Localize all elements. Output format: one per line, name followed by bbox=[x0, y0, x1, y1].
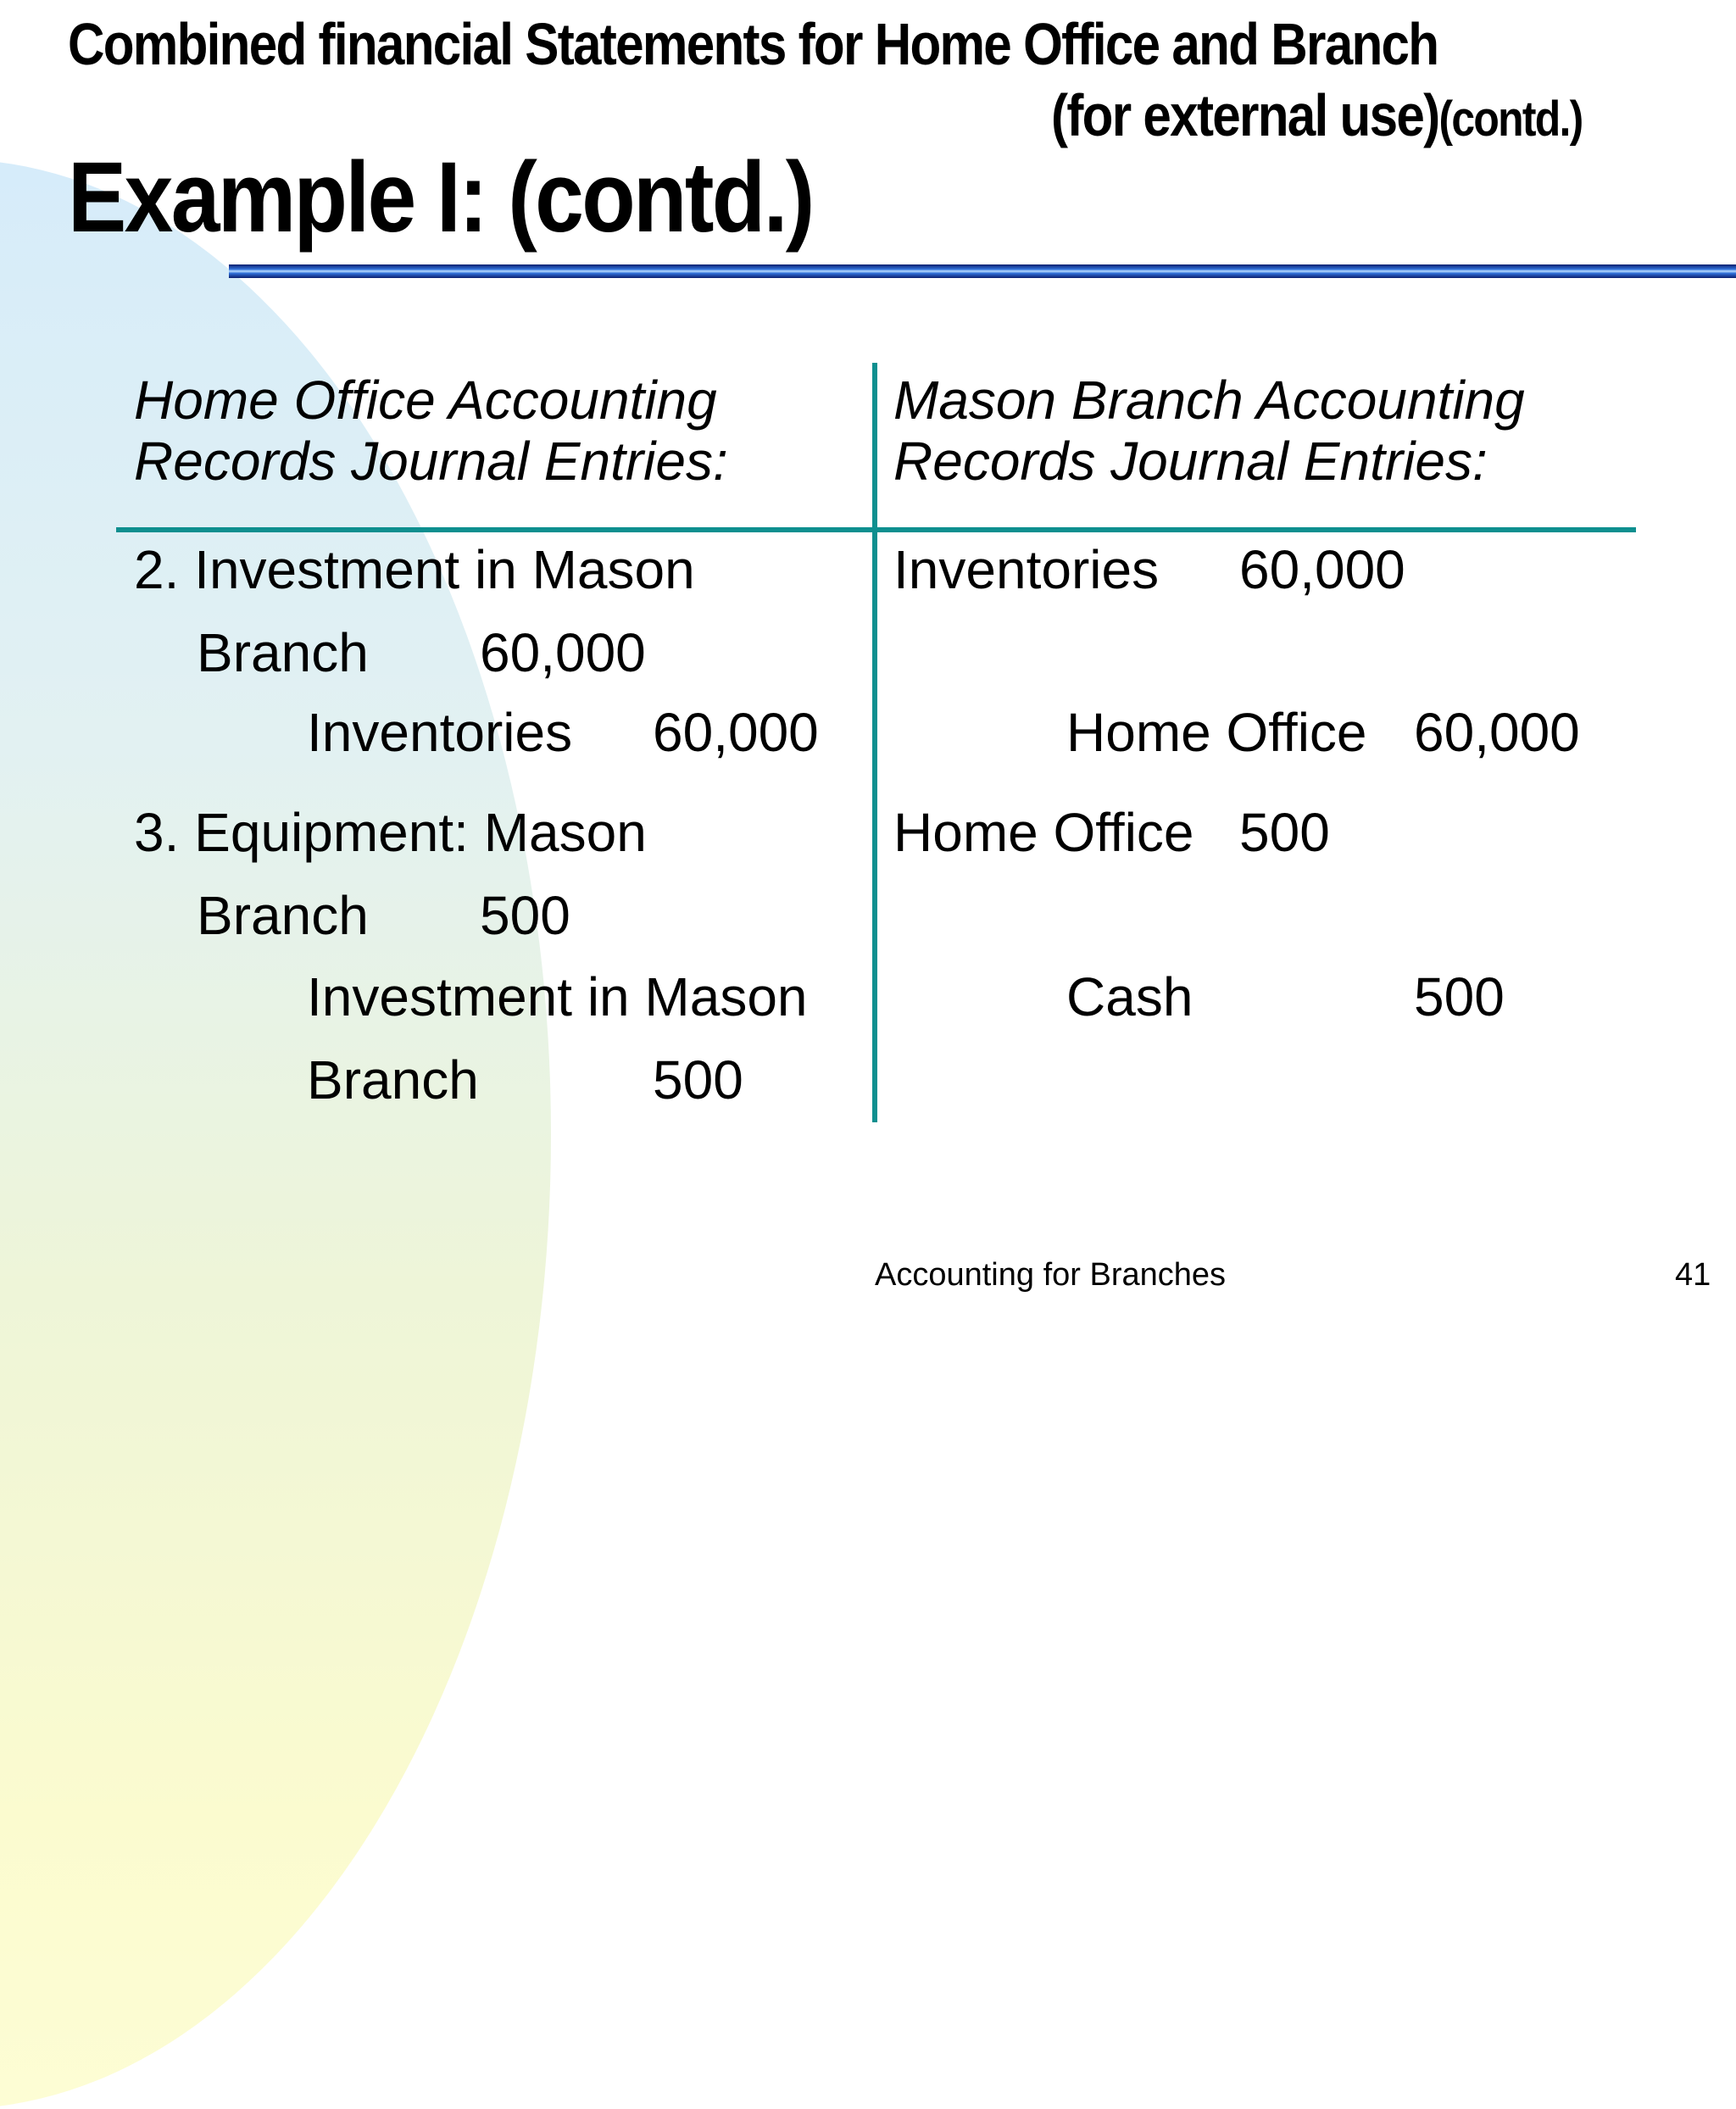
right-entry2-debit: 60,000 bbox=[1239, 539, 1405, 600]
left-entry2-line1: 2. Investment in Mason bbox=[134, 539, 695, 600]
t-account-horizontal-divider bbox=[116, 527, 1636, 532]
right-entry3-credit-account: Cash bbox=[1066, 966, 1194, 1027]
left-entry3-credit-account-line1: Investment in Mason bbox=[307, 966, 808, 1027]
left-entry3-line1: 3. Equipment: Mason bbox=[134, 802, 647, 863]
t-account-vertical-divider bbox=[872, 363, 877, 1122]
left-entry3-credit-account-line2: Branch bbox=[307, 1049, 479, 1110]
footer-label: Accounting for Branches bbox=[875, 1257, 1227, 1293]
slide-subtitle-line2 bbox=[1051, 81, 1583, 153]
left-entry2-branch: Branch bbox=[197, 622, 369, 683]
slide-title: Example I: (contd.) bbox=[68, 142, 813, 253]
right-entry2-debit-account: Inventories bbox=[893, 539, 1160, 600]
right-entry2-credit-account: Home Office bbox=[1066, 702, 1367, 763]
left-entry3-debit: 500 bbox=[480, 885, 570, 946]
title-rule bbox=[229, 264, 1736, 278]
left-entry3-branch: Branch bbox=[197, 885, 369, 946]
subtitle-suffix: (contd.) bbox=[1438, 92, 1583, 147]
right-header-line1: Mason Branch Accounting bbox=[893, 370, 1525, 431]
slide-subtitle: Combined financial Statements for Home Office and Branch bbox=[68, 11, 1438, 77]
left-header-line1: Home Office Accounting bbox=[134, 370, 717, 431]
right-entry3-debit-account: Home Office bbox=[893, 802, 1194, 863]
left-entry2-debit: 60,000 bbox=[480, 622, 646, 683]
subtitle-text: (for external use) bbox=[1051, 82, 1439, 148]
right-entry3-debit: 500 bbox=[1239, 802, 1330, 863]
right-header-line2: Records Journal Entries: bbox=[893, 431, 1488, 492]
right-entry2-credit: 60,000 bbox=[1414, 702, 1580, 763]
left-header-line2: Records Journal Entries: bbox=[134, 431, 728, 492]
right-entry3-credit: 500 bbox=[1414, 966, 1505, 1027]
left-entry2-credit: 60,000 bbox=[653, 702, 819, 763]
page-number: 41 bbox=[1675, 1257, 1711, 1293]
left-entry2-credit-account: Inventories bbox=[307, 702, 573, 763]
left-entry3-credit: 500 bbox=[653, 1049, 743, 1110]
